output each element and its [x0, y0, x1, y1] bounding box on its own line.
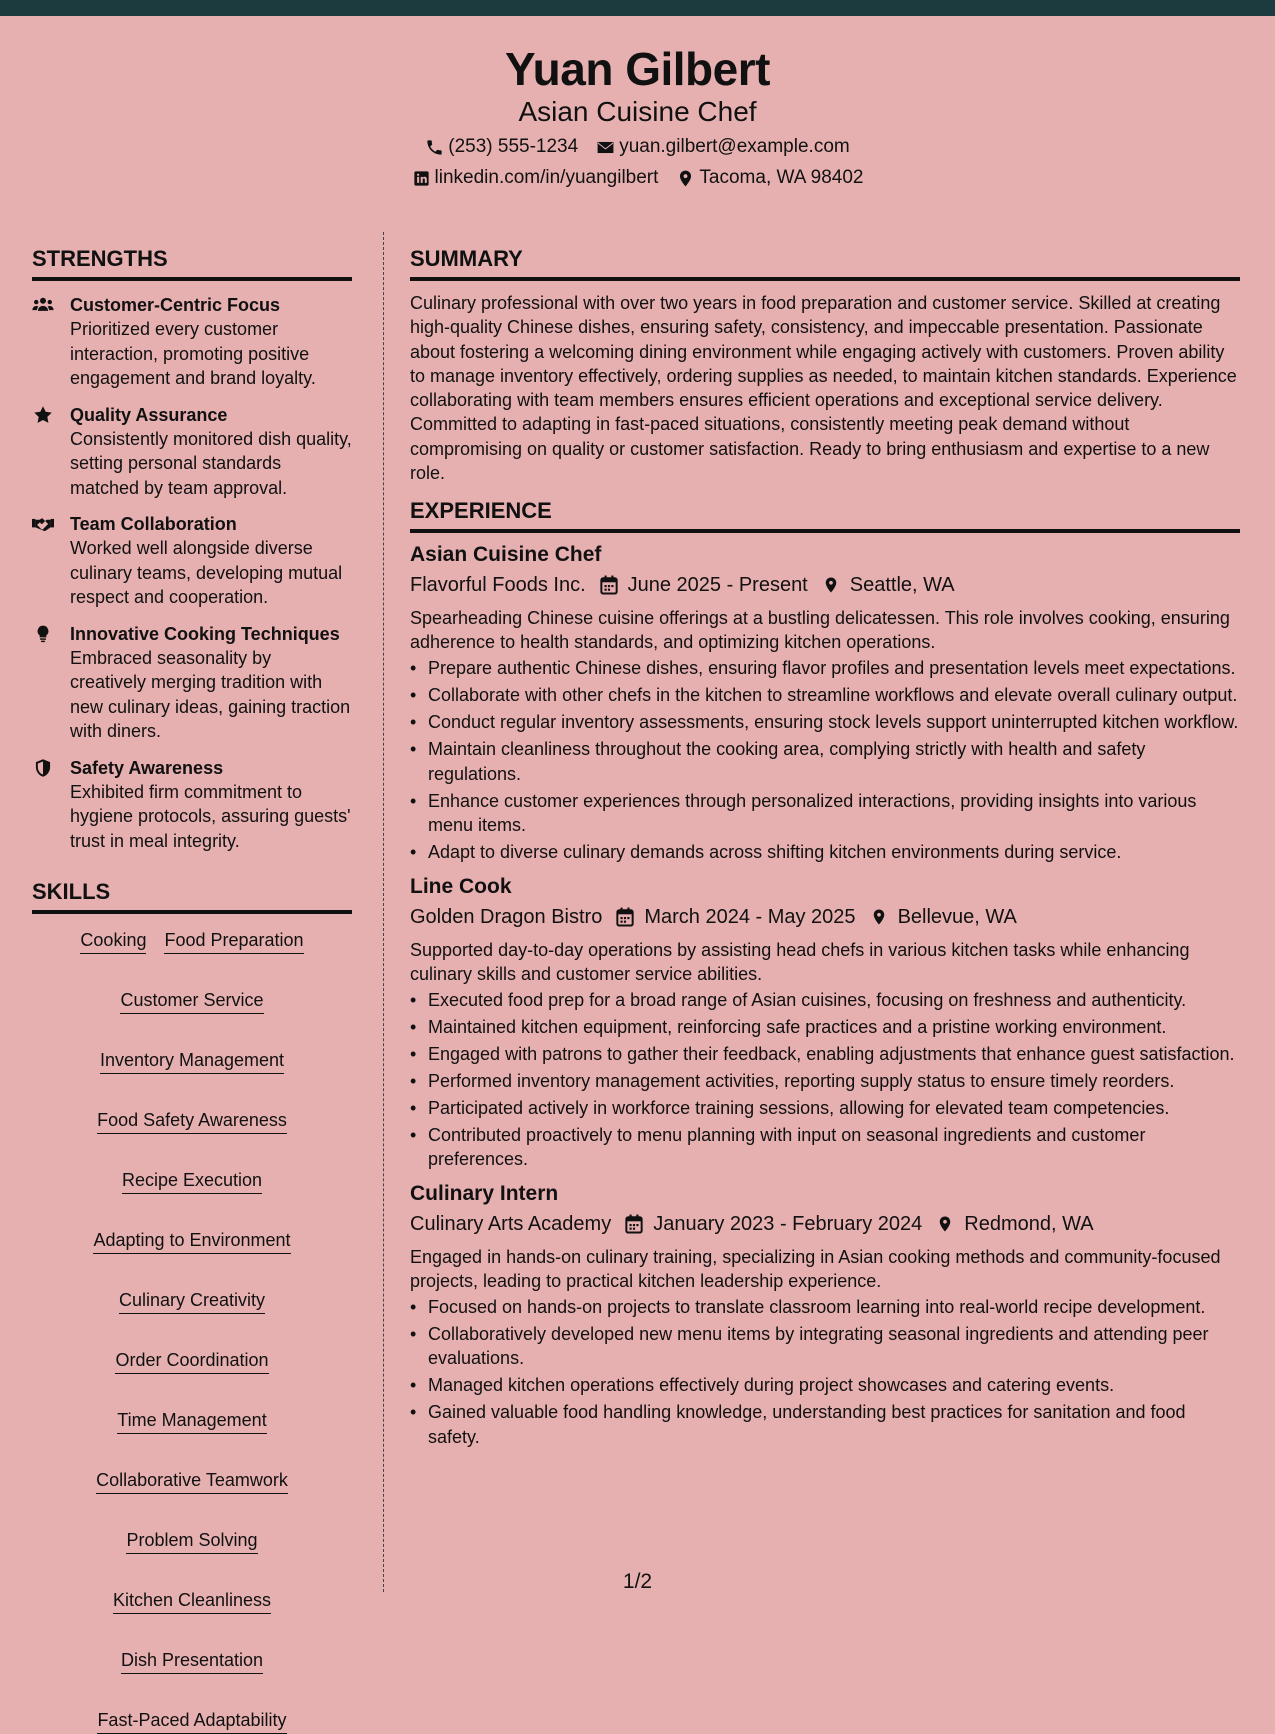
users-icon: [32, 295, 54, 315]
bullet-item: • Prepare authentic Chinese dishes, ensuring flavor profiles and presentation levels meet expectations.: [410, 656, 1240, 681]
job-meta: [410, 903, 1240, 931]
calendar-icon: [625, 1214, 643, 1234]
handshake-icon: [32, 514, 54, 534]
map-pin-icon: [936, 1214, 954, 1234]
skills-heading: SKILLS: [32, 878, 352, 914]
bullet-item: • Enhance customer experiences through personalized interactions, providing insights into various menu items.: [410, 789, 1240, 838]
job-entry: [410, 873, 1240, 1172]
bullet-item: • Maintain cleanliness throughout the cooking area, complying strictly with health and safety regulations.: [410, 737, 1240, 786]
job-bullets: [410, 656, 1240, 865]
job-description: Engaged in hands-on culinary training, specializing in Asian cooking methods and community-focused projects, leading to practical kitchen leadership experience.: [410, 1246, 1221, 1291]
map-pin-icon: [676, 169, 695, 188]
summary-text: Culinary professional with over two years in food preparation and customer service. Skilled at creating high-quality Chinese dishes, ensuring safety, consistency, and impeccable presentation. Passionate about fostering a welcoming dining environment while engaging actively with customers. Proven ability to manage inventory effectively, ordering supplies as needed, to maintain kitchen standards. Experience collaborating with team members ensures efficient operations and exceptional service delivery. Committed to adapting in fast-paced situations, consistently meeting peak demand without compromising on quality or customer satisfaction. Ready to bring enthusiasm and expertise to a new role.: [410, 293, 1237, 484]
bullet-item: • Collaboratively developed new menu items by integrating seasonal ingredients and attending peer evaluations.: [410, 1322, 1240, 1371]
strength-title: Customer-Centric Focus: [70, 295, 281, 315]
bullet-item: • Maintained kitchen equipment, reinforcing safe practices and a pristine working environment.: [410, 1015, 1240, 1040]
skill-tag: Time Management: [117, 1408, 266, 1434]
job-entry: [410, 541, 1240, 865]
email-text[interactable]: yuan.gilbert@example.com: [619, 136, 850, 157]
strength-desc: Embraced seasonality by creatively merging tradition with new culinary ideas, gaining traction with diners.: [70, 647, 351, 741]
job-location: Redmond, WA: [964, 1212, 1094, 1235]
bullet-item: • Adapt to diverse culinary demands across shifting kitchen environments during service.: [410, 840, 1240, 865]
strength-title: Quality Assurance: [70, 404, 228, 425]
job-dates: June 2025 - Present: [627, 574, 808, 597]
location-text: Tacoma, WA 98402: [699, 167, 864, 188]
strength-item: [32, 403, 352, 501]
skill-tag: Problem Solving: [126, 1528, 257, 1554]
skill-tag: Culinary Creativity: [119, 1288, 265, 1314]
strength-title: Team Collaboration: [70, 514, 237, 534]
job-meta: [410, 1210, 1240, 1238]
bullet-item: • Engaged with patrons to gather their feedback, enabling adjustments that enhance guest satisfaction.: [410, 1042, 1240, 1067]
job-location: Seattle, WA: [849, 574, 955, 597]
linkedin-icon: [412, 169, 431, 188]
job-entry: [410, 1180, 1240, 1450]
job-location: Bellevue, WA: [897, 905, 1017, 928]
strength-item: [32, 293, 352, 391]
bullet-item: • Conduct regular inventory assessments, ensuring stock levels support uninterrupted kitchen workflow.: [410, 710, 1240, 735]
skill-tag: Customer Service: [120, 988, 263, 1014]
strength-title: Safety Awareness: [70, 757, 224, 778]
bullet-item: • Gained valuable food handling knowledge, understanding best practices for sanitation and food safety.: [410, 1400, 1240, 1449]
strength-item: [32, 756, 352, 854]
skill-tag: Recipe Execution: [122, 1168, 262, 1194]
column-divider: [383, 232, 384, 1592]
strength-desc: Prioritized every customer interaction, promoting positive engagement and brand loyalty.: [70, 319, 316, 388]
bullet-item: • Managed kitchen operations effectively during project showcases and catering events.: [410, 1373, 1240, 1398]
bullet-item: • Executed food prep for a broad range of Asian cuisines, focusing on freshness and authenticity.: [410, 988, 1240, 1013]
skills-list: [32, 928, 352, 1734]
map-pin-icon: [870, 907, 888, 927]
job-description: Spearheading Chinese cuisine offerings at a bustling delicatessen. This role involves cooking, ensuring adherence to health standards, and optimizing kitchen operations.: [410, 608, 1230, 653]
summary-heading: SUMMARY: [410, 245, 1240, 281]
skill-tag: Food Safety Awareness: [97, 1108, 287, 1134]
top-bar: [0, 0, 1275, 16]
candidate-name: Yuan Gilbert: [505, 43, 770, 95]
shield-icon: [32, 758, 54, 778]
job-title: Asian Cuisine Chef: [410, 543, 602, 567]
page-indicator: 1/2: [622, 1570, 653, 1593]
skill-tag: Adapting to Environment: [93, 1228, 290, 1254]
job-dates: March 2024 - May 2025: [644, 905, 856, 928]
star-icon: [32, 405, 54, 425]
strength-title: Innovative Cooking Techniques: [70, 623, 340, 644]
job-bullets: [410, 988, 1240, 1172]
bullet-item: • Performed inventory management activities, reporting supply status to ensure timely reorders.: [410, 1069, 1240, 1094]
job-bullets: [410, 1295, 1240, 1450]
left-column: [32, 245, 352, 1734]
bullet-item: • Focused on hands-on projects to translate classroom learning into real-world recipe development.: [410, 1295, 1240, 1320]
bullet-item: • Participated actively in workforce training sessions, allowing for elevated team competencies.: [410, 1096, 1240, 1121]
envelope-icon: [596, 138, 615, 157]
location-contact: [676, 166, 863, 190]
resume-header: [0, 16, 1275, 204]
phone-icon: [425, 138, 444, 157]
job-company: Culinary Arts Academy: [410, 1212, 612, 1235]
job-dates: January 2023 - February 2024: [653, 1212, 923, 1235]
job-company: Flavorful Foods Inc.: [410, 574, 586, 597]
linkedin-text[interactable]: linkedin.com/in/yuangilbert: [434, 167, 659, 188]
strength-desc: Worked well alongside diverse culinary teams, developing mutual respect and cooperation.: [70, 538, 343, 607]
skill-tag: Kitchen Cleanliness: [113, 1588, 271, 1614]
strength-desc: Consistently monitored dish quality, setting personal standards matched by team approval.: [70, 428, 352, 498]
lightbulb-icon: [32, 624, 54, 644]
job-description: Supported day-to-day operations by assisting head chefs in various kitchen tasks while enhancing culinary skills and customer service abilities.: [410, 939, 1190, 984]
job-meta: [410, 571, 1240, 599]
skill-tag: Inventory Management: [100, 1048, 284, 1074]
phone-text: (253) 555-1234: [448, 136, 579, 157]
job-title: Culinary Intern: [410, 1181, 559, 1205]
contact-row-2: [0, 166, 1275, 190]
experience-heading: EXPERIENCE: [410, 497, 1240, 533]
calendar-icon: [616, 907, 634, 927]
candidate-title: Asian Cuisine Chef: [518, 96, 757, 127]
map-pin-icon: [822, 575, 840, 595]
phone-contact: [425, 135, 578, 159]
right-column: [410, 245, 1240, 1452]
skill-tag: Fast-Paced Adaptability: [97, 1708, 286, 1734]
strength-item: [32, 622, 352, 744]
skill-tag: Order Coordination: [115, 1348, 268, 1374]
strength-desc: Exhibited firm commitment to hygiene protocols, assuring guests' trust in meal integrity.: [70, 781, 351, 851]
skill-tag: Cooking: [80, 928, 146, 954]
linkedin-contact[interactable]: [412, 166, 659, 190]
skill-tag: Food Preparation: [164, 928, 303, 954]
skill-tag: Collaborative Teamwork: [96, 1468, 288, 1494]
strength-item: [32, 512, 352, 610]
bullet-item: • Collaborate with other chefs in the kitchen to streamline workflows and elevate overall culinary output.: [410, 683, 1240, 708]
email-contact[interactable]: [596, 135, 850, 159]
contact-row-1: [0, 135, 1275, 159]
bullet-item: • Contributed proactively to menu planning with input on seasonal ingredients and customer preferences.: [410, 1123, 1240, 1172]
job-company: Golden Dragon Bistro: [410, 905, 603, 928]
skill-tag: Dish Presentation: [121, 1648, 263, 1674]
calendar-icon: [600, 575, 618, 595]
job-title: Line Cook: [410, 874, 512, 898]
strengths-heading: STRENGTHS: [32, 245, 352, 281]
